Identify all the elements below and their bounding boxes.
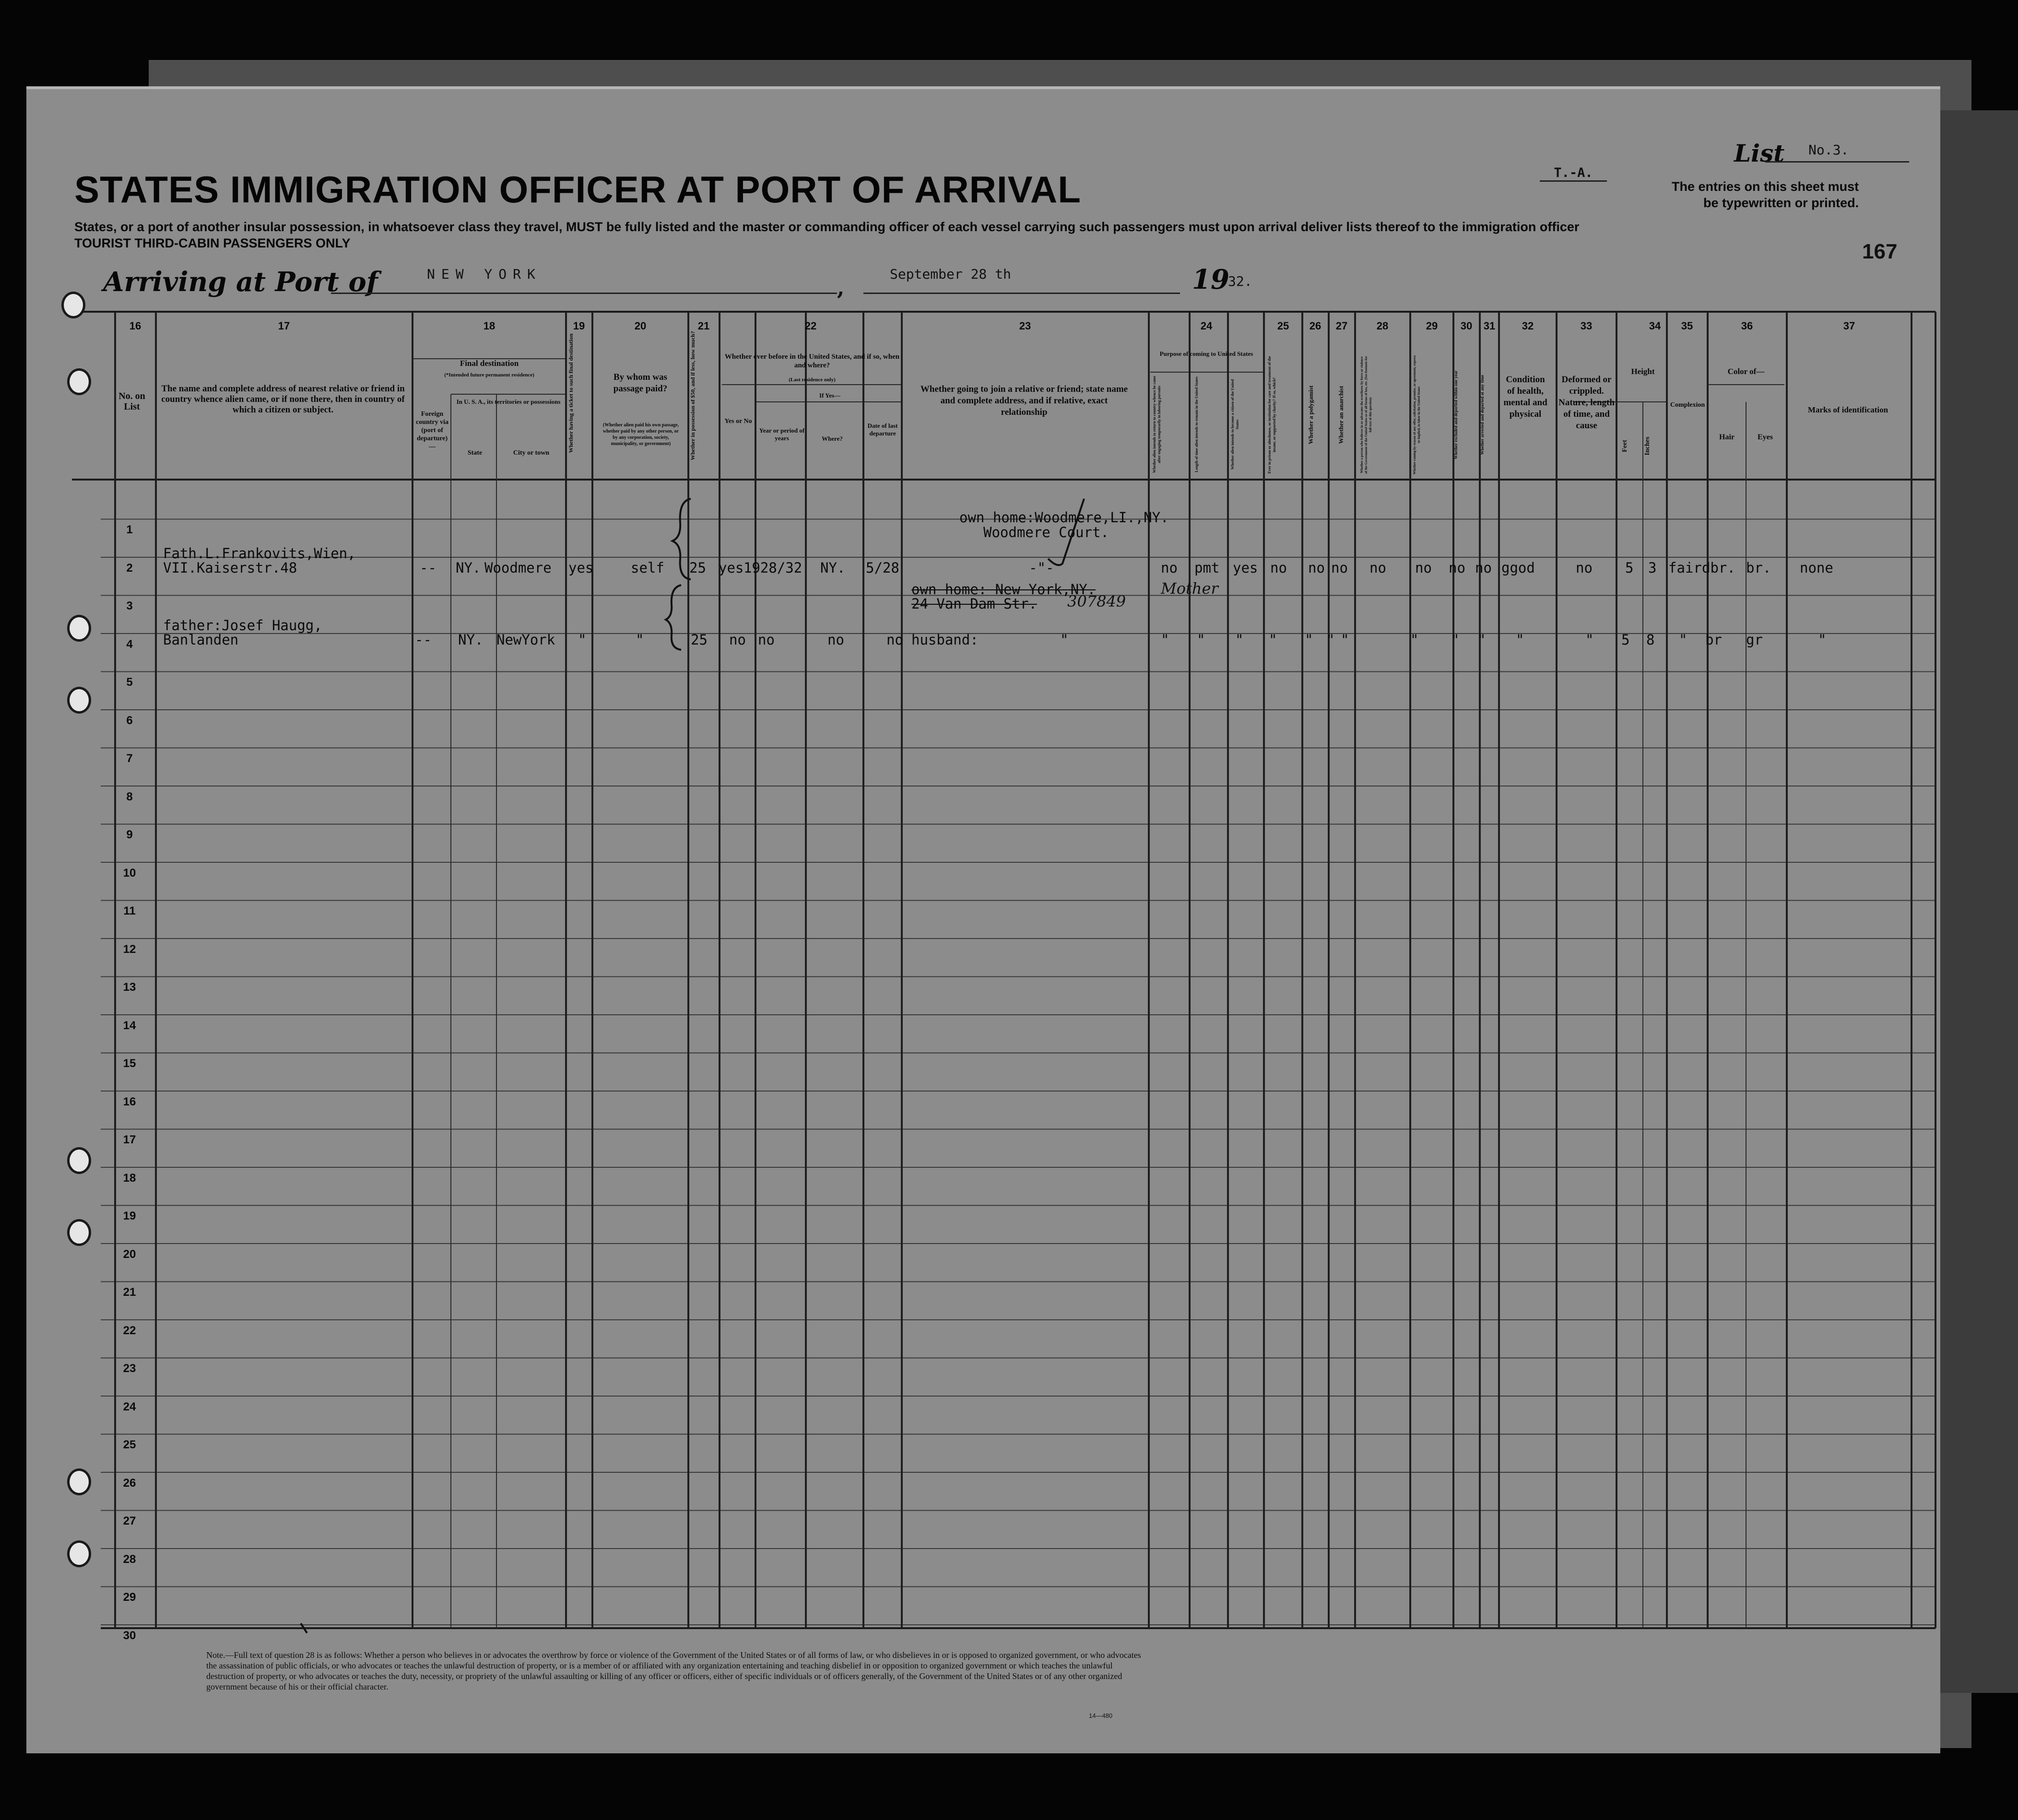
bracket-row2 <box>666 585 681 650</box>
column-number: 37 <box>1843 320 1855 332</box>
column-number: 22 <box>804 320 817 332</box>
header-excluded: Whether excluded and deported within one year <box>1453 370 1458 459</box>
header-length-stay: Length of time alien intends to remain in the United States <box>1194 376 1199 472</box>
header-anarchist: Whether an anarchist <box>1337 386 1345 444</box>
column-number: 23 <box>1019 320 1031 332</box>
header-final-destination: Final destination <box>460 359 519 368</box>
row-number: 3 <box>126 599 133 612</box>
row-number: 25 <box>123 1438 136 1451</box>
r1-years: 1928/32 <box>743 560 802 576</box>
column-number: 30 <box>1460 320 1473 332</box>
row-number: 15 <box>123 1057 136 1070</box>
header-money: Whether in possession of $50, and if less, how much? <box>689 331 696 460</box>
header-state: State <box>467 449 483 457</box>
ditto-mark: " <box>1516 632 1524 648</box>
list-label: List <box>1734 139 1785 167</box>
row-number: 28 <box>123 1552 136 1566</box>
column-number: 19 <box>573 320 585 332</box>
punch-hole <box>67 1219 91 1246</box>
r2-paid: " <box>636 632 644 648</box>
r1-relative-line2: VII.Kaiserstr.48 <box>163 560 297 576</box>
r1-eyes: br. <box>1746 560 1771 576</box>
row-number: 2 <box>126 561 133 575</box>
column-number: 27 <box>1335 320 1348 332</box>
header-health: Condition of health, mental and physical <box>1503 375 1547 419</box>
row-number: 19 <box>123 1209 136 1222</box>
r1-citizen: yes <box>1233 560 1258 576</box>
r1-marks: none <box>1800 560 1833 576</box>
row-number: 8 <box>126 790 133 803</box>
handwritten-number: 307849 <box>1067 592 1126 611</box>
r2-feet: 5 <box>1621 632 1630 648</box>
ditto-mark: " <box>1269 632 1277 648</box>
r1-inches: 3 <box>1648 560 1657 576</box>
ditto-mark: " <box>1341 632 1349 648</box>
r1-join-line1: own home:Woodmere,LI.,NY. <box>959 509 1169 526</box>
header-date-departure: Date of last departure <box>867 422 898 437</box>
form-class-line: TOURIST THIRD-CABIN PASSENGERS ONLY <box>74 236 351 250</box>
footnote: Note.—Full text of question 28 is as follows: Whether a person who believes in or advocates the overthrow by force or violence of the Government of the United States or of all forms of law, or who disbelieves in or is opposed to organized government, or who advocates the assassination of public officials, or who advocates or teaches the unlawful destruction of property, or is a member of or affiliated with any organization entertaining and teaching disbelief in or opposition to organized government or which teaches the unlawful destruction of property, or who advocates or teaches the duty, necessity, or propriety of the unlawful assaulting or killing of any officer or officers, either of specific individuals or of officers generally, of the Government of the United States or of any other organized government because of his or their official character. <box>206 1650 1141 1691</box>
r1-health: ggod <box>1501 560 1535 576</box>
list-number: No.3. <box>1808 142 1849 158</box>
punch-hole <box>67 368 91 395</box>
row-number: 24 <box>123 1400 136 1413</box>
r2-years: no <box>758 632 775 648</box>
row-number: 27 <box>123 1515 136 1527</box>
row-number: 23 <box>123 1362 136 1375</box>
class-code: T.-A. <box>1540 165 1607 182</box>
year-suffix: 32. <box>1228 273 1252 289</box>
header-if-yes: If Yes— <box>819 392 840 399</box>
year-prefix: 19 <box>1192 264 1229 295</box>
punch-hole <box>67 1540 91 1567</box>
row-number: 14 <box>123 1019 136 1032</box>
r1-q29: no <box>1415 560 1432 576</box>
row-number: 13 <box>123 981 136 994</box>
header-year-period: Year or period of years <box>759 427 805 442</box>
r1-ticket: yes <box>568 560 594 576</box>
r2-marks: " <box>1818 632 1827 648</box>
header-complexion: Complexion <box>1670 401 1705 409</box>
column-number: 25 <box>1277 320 1289 332</box>
header-going-to-join: Whether going to join a relative or friend; state name and complete address, and if relative, exact relationship <box>920 384 1128 417</box>
column-number: 28 <box>1376 320 1389 332</box>
header-feet: Feet <box>1621 440 1629 452</box>
column-number: 20 <box>634 320 647 332</box>
check-mark <box>1048 499 1084 565</box>
header-q29: Whether coming by reason of any offer, solicitation, promise, or agreement, express or implied, to labor in the United States <box>1413 355 1421 475</box>
r2-join-line1: own home: New York,NY. <box>911 581 1096 598</box>
r1-paid: self <box>631 560 664 576</box>
punch-hole <box>67 687 91 714</box>
header-where: Where? <box>822 435 843 442</box>
r2-departure: no <box>886 632 903 648</box>
column-number: 18 <box>483 320 496 332</box>
form-subtitle: States, or a port of another insular possession, in whatsoever class they travel, MUST be fully listed and the master or commanding officer of each vessel carrying such passengers must upon arrival deliver lists thereof to the immigration officer <box>74 220 1580 234</box>
form-title: STATES IMMIGRATION OFFICER AT PORT OF ARRIVAL <box>74 168 1081 211</box>
ditto-mark: " <box>1305 632 1313 648</box>
r2-join-ditto: " <box>1060 632 1069 648</box>
r2-money: 25 <box>691 632 708 648</box>
ditto-mark: " <box>1451 632 1460 648</box>
row-number: 20 <box>123 1247 136 1261</box>
header-hair: Hair <box>1719 433 1735 441</box>
header-marks: Marks of identification <box>1807 405 1888 414</box>
column-number: 21 <box>697 320 710 332</box>
row-number: 29 <box>123 1591 136 1604</box>
r1-q30: no <box>1449 560 1465 576</box>
column-number: 26 <box>1309 320 1322 332</box>
column-number: 35 <box>1681 320 1693 332</box>
r1-polygamist: no <box>1308 560 1325 576</box>
row-number: 22 <box>123 1324 136 1337</box>
row-number: 5 <box>126 676 133 689</box>
column-number: 17 <box>278 320 290 332</box>
sheet-number: 167 <box>1862 240 1898 263</box>
row-number: 16 <box>123 1095 136 1108</box>
bracket-row1 <box>673 499 691 579</box>
ditto-mark: " <box>1410 632 1419 648</box>
r1-hair: dbr. <box>1702 560 1735 576</box>
header-prison: Ever in prison or almshouse, or institution for care and treatment of the insane, or supported by charity? If so, which? <box>1267 356 1276 474</box>
r2-foreign: -- <box>415 632 432 648</box>
form-number: 14—480 <box>1089 1712 1113 1719</box>
column-number: 29 <box>1426 320 1438 332</box>
r1-anarchist: no <box>1331 560 1348 576</box>
header-last-residence: (Last residence only) <box>789 377 836 383</box>
row-number: 26 <box>123 1476 136 1490</box>
r1-before: yes <box>719 560 744 576</box>
ditto-mark: " <box>1197 632 1205 648</box>
tick-mark <box>301 1623 307 1633</box>
header-foreign-country: Foreign country via (port of departure)— <box>415 411 449 450</box>
header-eyes: Eyes <box>1758 433 1773 441</box>
header-ticket: Whether having a ticket to such final destination <box>567 333 574 453</box>
column-number: 32 <box>1522 320 1534 332</box>
header-color-of: Color of— <box>1727 367 1765 376</box>
header-return: Whether alien intends to return to country whence he came after engaging temporarily in laboring pursuits <box>1152 376 1161 473</box>
r2-inches: 8 <box>1646 632 1655 648</box>
r2-complexion: " <box>1679 632 1688 648</box>
header-deformed: Deformed or crippled. Nature, length of time, and cause <box>1558 375 1615 431</box>
header-ever-before: Whether ever before in the United States, and if so, when and where? <box>724 353 900 369</box>
column-number: 31 <box>1483 320 1496 332</box>
header-yes-no: Yes or No <box>724 418 752 425</box>
port-field: NEW YORK <box>331 266 837 294</box>
r2-ticket: " <box>578 632 587 648</box>
r1-q31: no <box>1475 560 1492 576</box>
header-height: Height <box>1631 367 1655 376</box>
r2-relative-line2: Banlanden <box>163 632 239 648</box>
column-number: 34 <box>1649 320 1661 332</box>
row-number: 11 <box>123 904 136 917</box>
date-field: September 28 th <box>863 266 1180 294</box>
column-number: 33 <box>1580 320 1593 332</box>
punch-hole <box>67 615 91 642</box>
r1-where: NY. <box>820 560 846 576</box>
row-number: 4 <box>126 637 133 651</box>
r1-join-line2: Woodmere Court. <box>983 524 1109 540</box>
r1-q28: no <box>1369 560 1386 576</box>
r1-complexion: fair <box>1668 560 1702 576</box>
row-number: 1 <box>126 523 133 536</box>
column-number: 16 <box>129 320 142 332</box>
entries-note-line1: The entries on this sheet must <box>1672 179 1859 194</box>
header-city: City or town <box>513 449 550 457</box>
column-number: 24 <box>1200 320 1213 332</box>
header-become-citizen: Whether alien intends to become a citizen of the United States <box>1230 379 1239 470</box>
r2-city: NewYork <box>496 632 555 648</box>
r1-money: 25 <box>689 560 706 576</box>
handwritten-mother: Mother <box>1161 579 1218 598</box>
ditto-mark: " <box>1235 632 1244 648</box>
r1-return: no <box>1161 560 1178 576</box>
header-passage-note: (Whether alien paid his own passage, whether paid by any other person, or by any corporation, society, municipality, or government) <box>602 423 679 446</box>
row-number: 21 <box>123 1286 136 1299</box>
header-polygamist: Whether a polygamist <box>1307 385 1314 445</box>
ditto-mark: " <box>1585 632 1594 648</box>
arriving-label: Arriving at Port of <box>103 266 378 298</box>
r1-foreign: -- <box>420 560 437 576</box>
header-no-on-list: No. on List <box>118 391 145 412</box>
header-passage-paid: By whom was passage paid? <box>613 372 668 394</box>
r2-eyes: gr <box>1746 632 1763 648</box>
ditto-mark: " <box>1161 632 1169 648</box>
r2-relative-line1: father:Josef Haugg, <box>163 617 322 634</box>
punch-hole <box>61 292 85 318</box>
header-arrested: Whether arrested and deported at any time <box>1480 375 1485 455</box>
r1-relative-line1: Fath.L.Frankovits,Wien, <box>163 545 356 562</box>
column-number: 36 <box>1741 320 1753 332</box>
header-purpose: Purpose of coming to United States <box>1159 350 1253 357</box>
r1-deformed: no <box>1576 560 1593 576</box>
header-nearest-relative: The name and complete address of nearest relative or friend in country whence alien came, or if none there, then in country of which a citizen or subject. <box>161 384 405 415</box>
header-in-usa: In U. S. A., its territories or possessions <box>456 398 561 405</box>
header-final-destination-sub: (*Intended future permanent residence) <box>444 372 534 378</box>
r2-join-line3: husband: <box>911 632 979 648</box>
r2-join-line2: 24 Van Dam Str. <box>911 596 1037 612</box>
comma: , <box>837 276 845 300</box>
row-number: 10 <box>123 866 136 880</box>
ditto-mark: " <box>1326 632 1335 648</box>
r2-where: no <box>827 632 844 648</box>
r1-feet: 5 <box>1625 560 1634 576</box>
r2-state: NY. <box>458 632 484 648</box>
r1-join-line3: -"- <box>1029 560 1054 576</box>
r1-state: NY. <box>456 560 481 576</box>
r2-hair: br <box>1705 632 1722 648</box>
r1-departure: 5/28 <box>866 560 899 576</box>
r2-before: no <box>729 632 746 648</box>
ditto-mark: " <box>1477 632 1486 648</box>
header-inches: Inches <box>1644 436 1651 456</box>
punch-hole <box>67 1468 91 1495</box>
header-q28: Whether a person who believes in or advocates the overthrow by force or violence of the Government of the United States or of all forms of law, etc. (See footnote for full text of this question) <box>1360 356 1372 474</box>
row-number: 18 <box>123 1171 136 1185</box>
row-number: 12 <box>123 942 136 956</box>
punch-hole <box>67 1147 91 1174</box>
row-number: 7 <box>126 752 133 765</box>
row-number: 9 <box>126 828 133 841</box>
row-number: 6 <box>126 714 133 727</box>
r1-prison: no <box>1270 560 1287 576</box>
r1-city: Woodmere <box>484 560 552 576</box>
entries-note-line2: be typewritten or printed. <box>1703 196 1859 210</box>
r1-length: pmt <box>1194 560 1220 576</box>
row-number: 30 <box>123 1629 136 1642</box>
row-number: 17 <box>123 1133 136 1146</box>
